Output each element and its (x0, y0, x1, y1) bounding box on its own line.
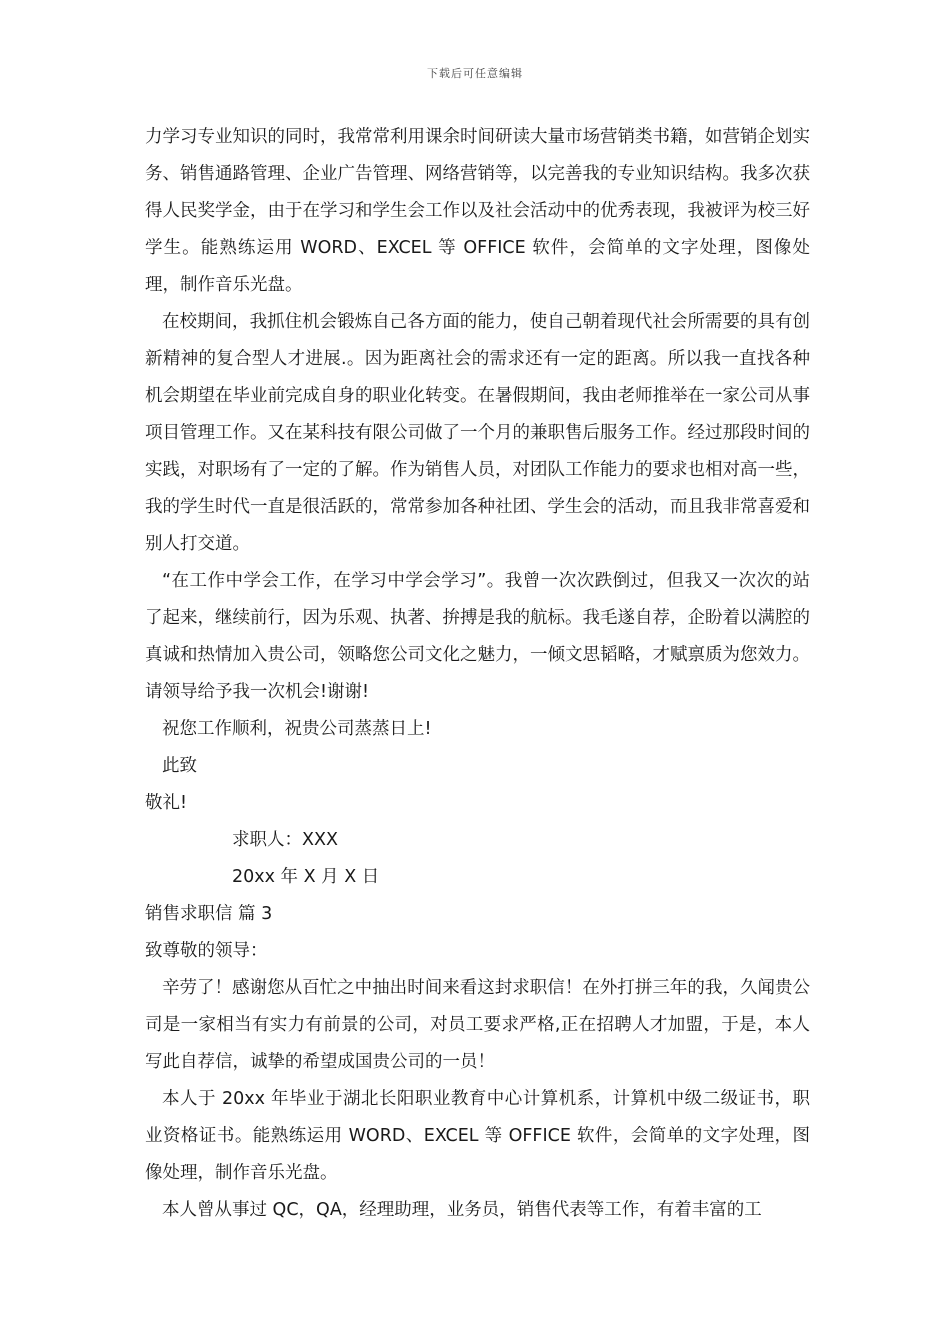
page-header-note: 下载后可任意编辑 (427, 67, 523, 80)
paragraph-study: 力学习专业知识的同时，我常常利用课余时间研读大量市场营销类书籍，如营销企划实务、销售通路管理、企业广告管理、网络营销等，以完善我的专业知识结构。我多次获得人民奖学金，由于在学习和学生会工作以及社会活动中的优秀表现，我被评为校三好学生。能熟练运用 WORD、EXCEL 等 OFFICE 软件，会简单的文字处理，图像处理，制作音乐光盘。 (145, 127, 810, 295)
letter-body (145, 119, 810, 1229)
closing-regards: 敬礼! (145, 793, 188, 813)
paragraph-motto: “在工作中学会工作，在学习中学会学习”。我曾一次次跌倒过，但我又一次次的站了起来，继续前行，因为乐观、执著、拚搏是我的航标。我毛遂自荐，企盼着以满腔的真诚和热情加入贵公司，领略您公司文化之魅力，一倾文思韬略，才赋禀质为您效力。请领导给予我一次机会!谢谢! (145, 571, 810, 702)
greeting: 致尊敬的领导： (145, 941, 268, 961)
paragraph-wishes: 祝您工作顺利，祝贵公司蒸蒸日上! (162, 719, 432, 739)
closing-salutation: 此致 (162, 756, 197, 776)
signature-name: 求职人：XXX (232, 830, 338, 850)
signature-date: 20xx 年 X 月 X 日 (232, 867, 380, 887)
paragraph-experience: 本人曾从事过 QC，QA，经理助理，业务员，销售代表等工作，有着丰富的工 (162, 1200, 762, 1220)
paragraph-intro: 辛劳了！感谢您从百忙之中抽出时间来看这封求职信！在外打拼三年的我，久闻贵公司是一家相当有实力有前景的公司，对员工要求严格,正在招聘人才加盟，于是，本人写此自荐信，诚挚的希望成国贵公司的一员！ (145, 978, 810, 1072)
paragraph-education: 本人于 20xx 年毕业于湖北长阳职业教育中心计算机系，计算机中级二级证书，职业资格证书。能熟练运用 WORD、EXCEL 等 OFFICE 软件，会简单的文字处理，图像处理，制作音乐光盘。 (145, 1089, 810, 1183)
section-title: 销售求职信 篇 3 (145, 904, 273, 924)
paragraph-campus: 在校期间，我抓住机会锻炼自己各方面的能力，使自己朝着现代社会所需要的具有创新精神的复合型人才进展.。因为距离社会的需求还有一定的距离。所以我一直找各种机会期望在毕业前完成自身的职业化转变。在暑假期间，我由老师推举在一家公司从事项目管理工作。又在某科技有限公司做了一个月的兼职售后服务工作。经过那段时间的实践，对职场有了一定的了解。作为销售人员，对团队工作能力的要求也相对高一些，我的学生时代一直是很活跃的，常常参加各种社团、学生会的活动，而且我非常喜爱和别人打交道。 (145, 312, 810, 554)
